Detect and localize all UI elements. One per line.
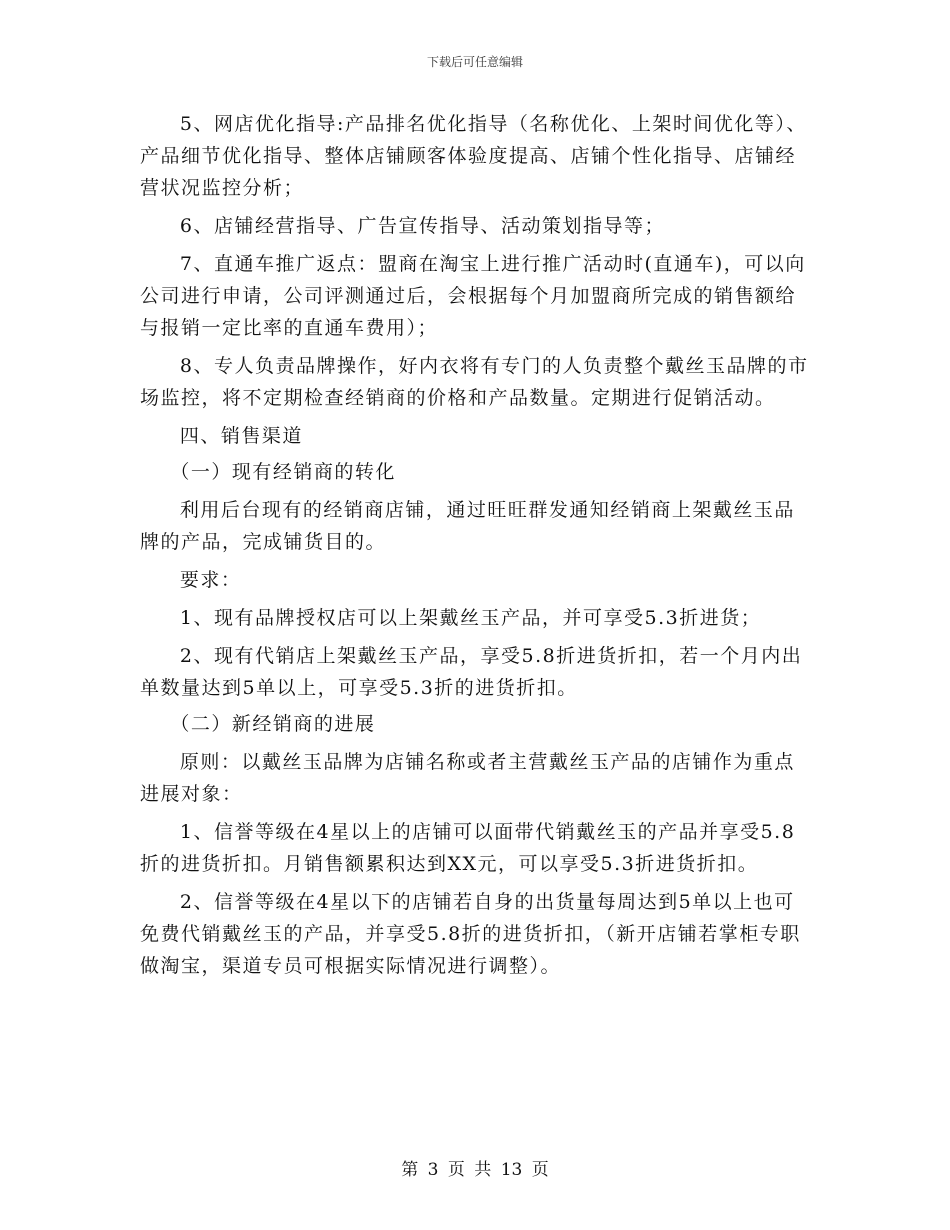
paragraph-item-5: 5、网店优化指导:产品排名优化指导（名称优化、上架时间优化等）、产品细节优化指导、整体店铺顾客体验度提高、店铺个性化指导、店铺经营状况监控分析； [140, 113, 807, 199]
section-heading-sales-channels: 四、销售渠道 [179, 425, 303, 447]
requirements-label: 要求： [179, 569, 242, 591]
subsection-heading-new-dealers: （二）新经销商的进展 [170, 713, 376, 735]
paragraph-existing-dealers: 利用后台现有的经销商店铺，通过旺旺群发通知经销商上架戴丝玉品牌的产品，完成铺货目的。 [140, 499, 795, 553]
rule-item-2: 2、信誉等级在4星以下的店铺若自身的出货量每周达到5单以上也可免费代销戴丝玉的产品，并享受5.8折的进货折扣，（新开店铺若掌柜专职做淘宝，渠道专员可根据实际情况进行调整）。 [140, 891, 801, 977]
page-number-footer: 第 3 页 共 13 页 [401, 1160, 549, 1180]
document-body [140, 108, 810, 982]
paragraph-principle: 原则：以戴丝玉品牌为店铺名称或者主营戴丝玉产品的店铺作为重点进展对象： [140, 751, 795, 805]
rule-item-1: 1、信誉等级在4星以上的店铺可以面带代销戴丝玉的产品并享受5.8折的进货折扣。月销售额累积达到XX元，可以享受5.3折进货折扣。 [140, 821, 796, 875]
subsection-heading-existing-dealers: （一）现有经销商的转化 [170, 461, 396, 483]
paragraph-item-6: 6、店铺经营指导、广告宣传指导、活动策划指导等； [179, 215, 665, 237]
page-header: 下载后可任意编辑 [426, 55, 523, 69]
paragraph-item-8: 8、专人负责品牌操作，好内衣将有专门的人负责整个戴丝玉品牌的市场监控，将不定期检查经销商的价格和产品数量。定期进行促销活动。 [140, 355, 809, 409]
paragraph-item-7: 7、直通车推广返点：盟商在淘宝上进行推广活动时(直通车)，可以向公司进行申请，公司评测通过后，会根据每个月加盟商所完成的销售额给与报销一定比率的直通车费用）； [140, 253, 806, 339]
requirement-item-1: 1、现有品牌授权店可以上架戴丝玉产品，并可享受5.3折进货； [179, 607, 762, 629]
requirement-item-2: 2、现有代销店上架戴丝玉产品，享受5.8折进货折扣，若一个月内出单数量达到5单以上，可享受5.3折的进货折扣。 [140, 645, 803, 699]
